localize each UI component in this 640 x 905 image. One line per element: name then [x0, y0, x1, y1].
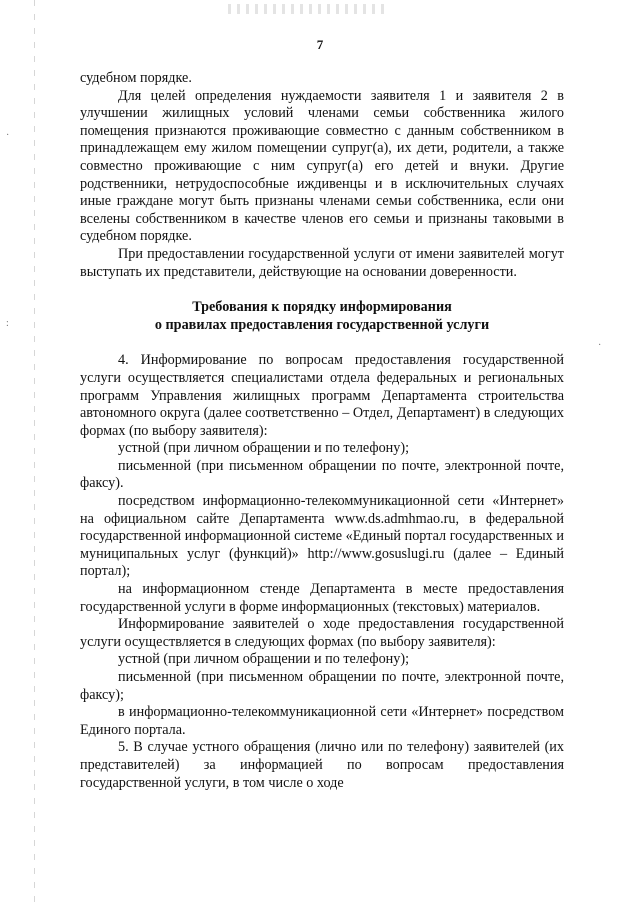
paragraph: письменной (при письменном обращении по почте, электронной почте, факсу); [80, 669, 564, 703]
paragraph: Информирование заявителей о ходе предоставления государственной услуги осуществляется в следующих формах (по выбору заявителя): [80, 616, 564, 650]
paragraph: посредством информационно-телекоммуникационной сети «Интернет» на официальном сайте Департамента www.ds.admhmao.ru, в федеральной государственной информационной системе «Единый портал государственных и муниципальных услуг (функций)» http://www.gosuslugi.ru (далее – Единый портал); [80, 493, 564, 580]
scan-top-noise [228, 4, 388, 14]
document-body [80, 70, 564, 792]
paragraph: судебном порядке. [80, 70, 192, 86]
paragraph: 4. Информирование по вопросам предоставления государственной услуги осуществляется специалистами отдела федеральных и региональных программ Управления жилищных программ Департамента строительства автономного округа (далее соответственно – Отдел, Департамент) в следующих формах (по выбору заявителя): [80, 352, 564, 439]
scan-speck-3: · [598, 340, 602, 351]
paragraph: Для целей определения нуждаемости заявителя 1 и заявителя 2 в улучшении жилищных условий членами семьи собственника жилого помещения признаются проживающие совместно с данным собственником в принадлежащем ему жилом помещении супруг(а), их дети, родители, а также совместно проживающие с ним супруг(а) его детей и внуки. Другие родственники, нетрудоспособные иждивенцы и в исключительных случаях иные граждане могут быть признаны членами семьи собственника, если они вселены собственником в качестве членов его семьи и признаны таковыми в судебном порядке. [80, 87, 564, 245]
section-heading-line-1: Требования к порядку информирования [192, 299, 452, 316]
section-heading [80, 299, 564, 334]
scan-speck-1: · [6, 130, 10, 141]
page-number: 7 [316, 37, 324, 52]
paragraph: в информационно-телекоммуникационной сети «Интернет» посредством Единого портала. [80, 704, 564, 738]
scan-edge-artifact [34, 0, 35, 905]
section-heading-line-2: о правилах предоставления государственной услуги [154, 316, 490, 333]
paragraph: 5. В случае устного обращения (лично или по телефону) заявителей (их представителей) за информацией по вопросам предоставления государственной услуги, в том числе о ходе [80, 739, 564, 791]
paragraph: устной (при личном обращении и по телефону); [118, 440, 410, 457]
paragraph: При предоставлении государственной услуги от имени заявителей могут выступать их представители, действующие на основании доверенности. [80, 245, 564, 280]
scan-speck-2: : [6, 318, 9, 329]
paragraph: письменной (при письменном обращении по почте, электронной почте, факсу). [80, 457, 564, 492]
paragraph: на информационном стенде Департамента в месте предоставления государственной услуги в форме информационных (текстовых) материалов. [80, 581, 564, 615]
paragraph: устной (при личном обращении и по телефону); [118, 651, 410, 668]
